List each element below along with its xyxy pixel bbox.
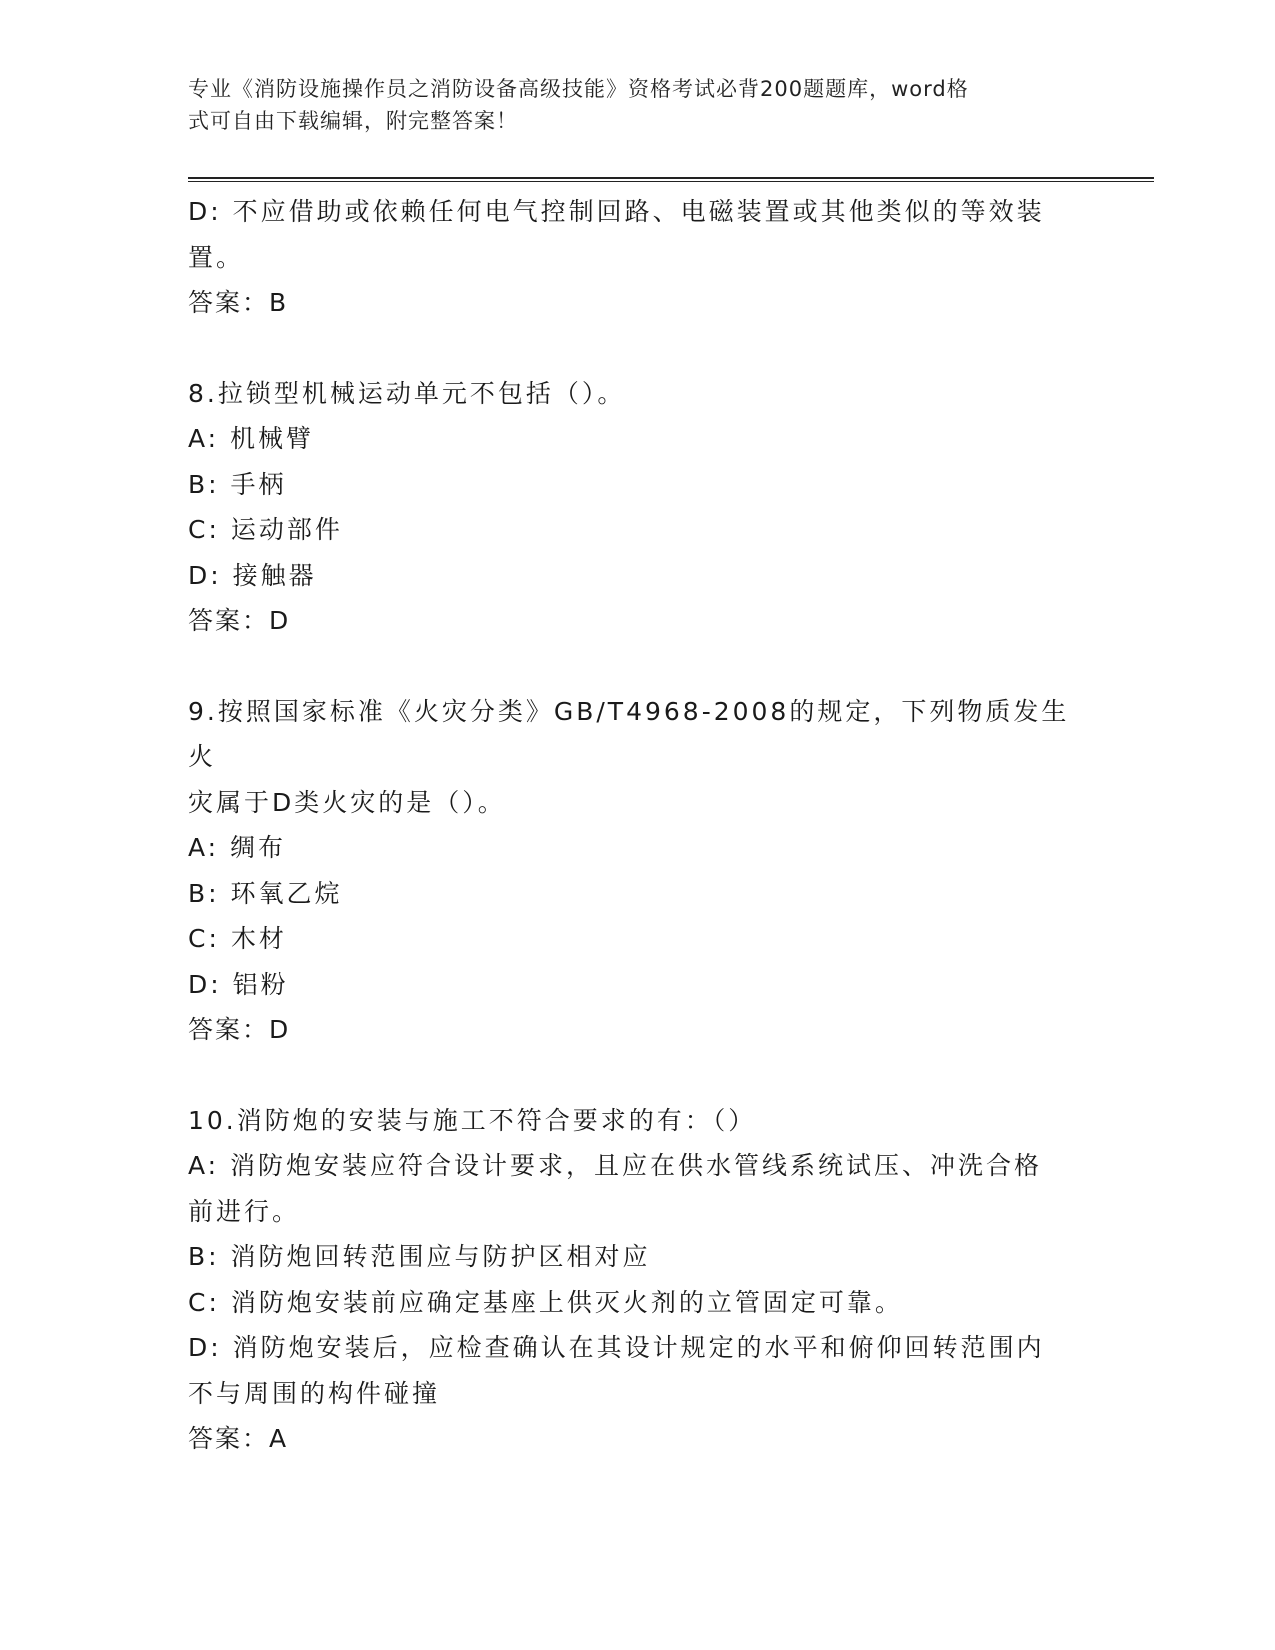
question-7-continued bbox=[188, 189, 1088, 326]
question-list bbox=[188, 189, 1088, 1507]
header-line-1: 专业《消防设施操作员之消防设备高级技能》资格考试必背200题题库，word格 bbox=[188, 77, 969, 101]
header-divider-thin bbox=[188, 181, 1154, 182]
option-d-continued: 不与周围的构件碰撞 bbox=[188, 1378, 441, 1408]
answer-label: 答案：D bbox=[188, 1015, 291, 1044]
option-b: B: 手柄 bbox=[188, 469, 287, 499]
option-a: A: 消防炮安装应符合设计要求，且应在供水管线系统试压、冲洗合格 bbox=[188, 1151, 1043, 1180]
option-d: D: 铝粉 bbox=[188, 969, 289, 999]
option-d: D: 不应借助或依赖任何电气控制回路、电磁装置或其他类似的等效装 bbox=[188, 197, 1045, 226]
question-title: 10.消防炮的安装与施工不符合要求的有：（） bbox=[188, 1105, 757, 1135]
option-b: B: 消防炮回转范围应与防护区相对应 bbox=[188, 1242, 651, 1271]
question-10 bbox=[188, 1098, 1088, 1462]
question-8 bbox=[188, 371, 1088, 644]
answer-label: 答案：B bbox=[188, 288, 289, 317]
option-c: C: 木材 bbox=[188, 924, 287, 953]
answer-label: 答案：D bbox=[188, 606, 291, 635]
option-a-continued: 前进行。 bbox=[188, 1196, 301, 1226]
header-divider-thick bbox=[188, 177, 1154, 179]
option-d: D: 接触器 bbox=[188, 560, 317, 590]
option-a: A: 机械臂 bbox=[188, 424, 315, 453]
option-a: A: 绸布 bbox=[188, 833, 287, 862]
option-d-continued: 置。 bbox=[188, 242, 245, 272]
option-b: B: 环氧乙烷 bbox=[188, 878, 343, 908]
question-9 bbox=[188, 689, 1088, 1053]
answer-label: 答案：A bbox=[188, 1424, 289, 1453]
question-title: 9.按照国家标准《火灾分类》GB/T4968-2008的规定，下列物质发生火 bbox=[188, 696, 1070, 771]
question-title: 8.拉锁型机械运动单元不包括（）。 bbox=[188, 378, 626, 408]
option-c: C: 运动部件 bbox=[188, 515, 343, 544]
header-line-2: 式可自由下载编辑，附完整答案！ bbox=[188, 109, 518, 133]
question-title-continued: 灾属于D类火灾的是（）。 bbox=[188, 787, 506, 817]
document-header bbox=[188, 73, 1068, 137]
option-c: C: 消防炮安装前应确定基座上供灭火剂的立管固定可靠。 bbox=[188, 1287, 903, 1317]
option-d: D: 消防炮安装后，应检查确认在其设计规定的水平和俯仰回转范围内 bbox=[188, 1333, 1045, 1362]
